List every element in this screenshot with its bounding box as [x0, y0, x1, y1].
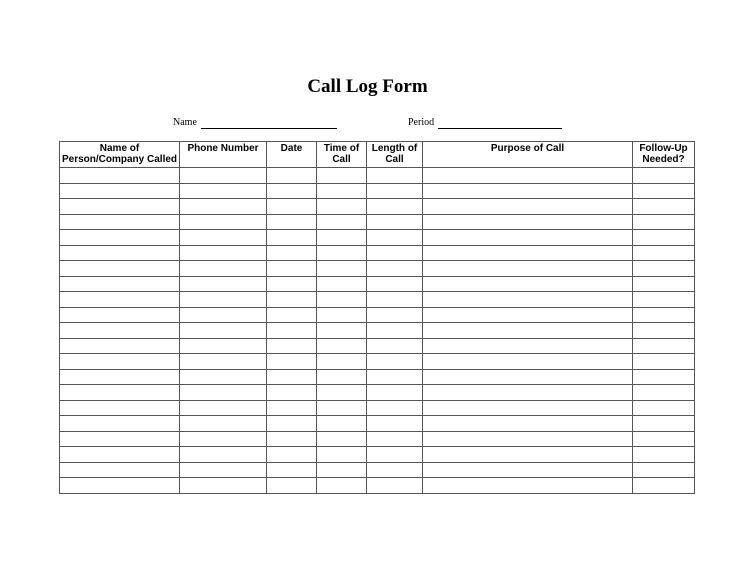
name-cell[interactable]	[60, 338, 180, 354]
name-cell[interactable]	[60, 447, 180, 463]
time-cell[interactable]	[317, 230, 367, 246]
phone-cell[interactable]	[180, 245, 267, 261]
purpose-cell[interactable]	[423, 199, 633, 215]
column-header-length: Length of Call	[367, 142, 423, 168]
length-cell[interactable]	[367, 369, 423, 385]
time-cell[interactable]	[317, 385, 367, 401]
phone-cell[interactable]	[180, 168, 267, 184]
phone-cell[interactable]	[180, 431, 267, 447]
name-cell[interactable]	[60, 230, 180, 246]
date-cell[interactable]	[267, 292, 317, 308]
follow-up-cell[interactable]	[633, 369, 695, 385]
date-cell[interactable]	[267, 462, 317, 478]
date-cell[interactable]	[267, 323, 317, 339]
name-cell[interactable]	[60, 369, 180, 385]
table-row	[60, 245, 695, 261]
call-log-table	[59, 141, 695, 494]
phone-cell[interactable]	[180, 478, 267, 494]
follow-up-cell[interactable]	[633, 261, 695, 277]
follow-up-cell[interactable]	[633, 431, 695, 447]
purpose-cell[interactable]	[423, 447, 633, 463]
column-header-time: Time of Call	[317, 142, 367, 168]
purpose-cell[interactable]	[423, 400, 633, 416]
table-row	[60, 431, 695, 447]
date-cell[interactable]	[267, 478, 317, 494]
period-label: Period	[408, 117, 435, 128]
time-cell[interactable]	[317, 400, 367, 416]
phone-cell[interactable]	[180, 447, 267, 463]
length-cell[interactable]	[367, 230, 423, 246]
time-cell[interactable]	[317, 214, 367, 230]
length-cell[interactable]	[367, 276, 423, 292]
length-cell[interactable]	[367, 447, 423, 463]
follow-up-cell[interactable]	[633, 416, 695, 432]
name-blank-line[interactable]	[201, 118, 337, 129]
length-cell[interactable]	[367, 338, 423, 354]
name-cell[interactable]	[60, 478, 180, 494]
date-cell[interactable]	[267, 431, 317, 447]
follow-up-cell[interactable]	[633, 323, 695, 339]
date-cell[interactable]	[267, 168, 317, 184]
phone-cell[interactable]	[180, 292, 267, 308]
table-row	[60, 168, 695, 184]
follow-up-cell[interactable]	[633, 292, 695, 308]
time-cell[interactable]	[317, 199, 367, 215]
phone-cell[interactable]	[180, 199, 267, 215]
length-cell[interactable]	[367, 354, 423, 370]
table-row	[60, 307, 695, 323]
table-row	[60, 230, 695, 246]
table-row	[60, 354, 695, 370]
phone-cell[interactable]	[180, 354, 267, 370]
time-cell[interactable]	[317, 276, 367, 292]
length-cell[interactable]	[367, 183, 423, 199]
name-cell[interactable]	[60, 183, 180, 199]
purpose-cell[interactable]	[423, 276, 633, 292]
name-field	[173, 117, 337, 129]
purpose-cell[interactable]	[423, 323, 633, 339]
phone-cell[interactable]	[180, 183, 267, 199]
table-row	[60, 478, 695, 494]
length-cell[interactable]	[367, 199, 423, 215]
time-cell[interactable]	[317, 323, 367, 339]
table-row	[60, 369, 695, 385]
time-cell[interactable]	[317, 354, 367, 370]
column-header-follow-up: Follow-Up Needed?	[633, 142, 695, 168]
time-cell[interactable]	[317, 292, 367, 308]
purpose-cell[interactable]	[423, 168, 633, 184]
length-cell[interactable]	[367, 168, 423, 184]
date-cell[interactable]	[267, 400, 317, 416]
date-cell[interactable]	[267, 276, 317, 292]
length-cell[interactable]	[367, 307, 423, 323]
column-header-date: Date	[267, 142, 317, 168]
date-cell[interactable]	[267, 199, 317, 215]
purpose-cell[interactable]	[423, 354, 633, 370]
date-cell[interactable]	[267, 338, 317, 354]
time-cell[interactable]	[317, 245, 367, 261]
date-cell[interactable]	[267, 307, 317, 323]
table-body	[60, 168, 695, 494]
follow-up-cell[interactable]	[633, 183, 695, 199]
purpose-cell[interactable]	[423, 214, 633, 230]
phone-cell[interactable]	[180, 400, 267, 416]
column-header-phone: Phone Number	[180, 142, 267, 168]
date-cell[interactable]	[267, 369, 317, 385]
purpose-cell[interactable]	[423, 338, 633, 354]
table-row	[60, 385, 695, 401]
phone-cell[interactable]	[180, 307, 267, 323]
follow-up-cell[interactable]	[633, 462, 695, 478]
name-cell[interactable]	[60, 261, 180, 277]
name-cell[interactable]	[60, 431, 180, 447]
date-cell[interactable]	[267, 230, 317, 246]
name-cell[interactable]	[60, 307, 180, 323]
purpose-cell[interactable]	[423, 462, 633, 478]
follow-up-cell[interactable]	[633, 245, 695, 261]
name-cell[interactable]	[60, 323, 180, 339]
follow-up-cell[interactable]	[633, 447, 695, 463]
length-cell[interactable]	[367, 416, 423, 432]
purpose-cell[interactable]	[423, 245, 633, 261]
date-cell[interactable]	[267, 183, 317, 199]
name-cell[interactable]	[60, 276, 180, 292]
follow-up-cell[interactable]	[633, 199, 695, 215]
time-cell[interactable]	[317, 431, 367, 447]
follow-up-cell[interactable]	[633, 338, 695, 354]
length-cell[interactable]	[367, 462, 423, 478]
follow-up-cell[interactable]	[633, 276, 695, 292]
phone-cell[interactable]	[180, 462, 267, 478]
table-row	[60, 292, 695, 308]
length-cell[interactable]	[367, 261, 423, 277]
table-row	[60, 214, 695, 230]
date-cell[interactable]	[267, 416, 317, 432]
date-cell[interactable]	[267, 447, 317, 463]
form-title: Call Log Form	[307, 76, 428, 97]
purpose-cell[interactable]	[423, 261, 633, 277]
follow-up-cell[interactable]	[633, 230, 695, 246]
follow-up-cell[interactable]	[633, 478, 695, 494]
follow-up-cell[interactable]	[633, 214, 695, 230]
name-cell[interactable]	[60, 416, 180, 432]
name-cell[interactable]	[60, 214, 180, 230]
period-blank-line[interactable]	[438, 118, 562, 129]
name-label: Name	[173, 117, 197, 128]
time-cell[interactable]	[317, 478, 367, 494]
length-cell[interactable]	[367, 385, 423, 401]
table-row	[60, 276, 695, 292]
name-cell[interactable]	[60, 292, 180, 308]
length-cell[interactable]	[367, 431, 423, 447]
table-row	[60, 199, 695, 215]
phone-cell[interactable]	[180, 416, 267, 432]
length-cell[interactable]	[367, 400, 423, 416]
follow-up-cell[interactable]	[633, 385, 695, 401]
purpose-cell[interactable]	[423, 292, 633, 308]
name-cell[interactable]	[60, 245, 180, 261]
phone-cell[interactable]	[180, 276, 267, 292]
purpose-cell[interactable]	[423, 307, 633, 323]
header-row	[60, 142, 695, 168]
phone-cell[interactable]	[180, 214, 267, 230]
table-row	[60, 462, 695, 478]
table-row	[60, 400, 695, 416]
follow-up-cell[interactable]	[633, 307, 695, 323]
phone-cell[interactable]	[180, 385, 267, 401]
purpose-cell[interactable]	[423, 431, 633, 447]
length-cell[interactable]	[367, 214, 423, 230]
column-header-purpose: Purpose of Call	[423, 142, 633, 168]
purpose-cell[interactable]	[423, 183, 633, 199]
phone-cell[interactable]	[180, 369, 267, 385]
date-cell[interactable]	[267, 214, 317, 230]
column-header-name: Name of Person/Company Called	[60, 142, 180, 168]
purpose-cell[interactable]	[423, 369, 633, 385]
table-row	[60, 338, 695, 354]
name-cell[interactable]	[60, 354, 180, 370]
name-cell[interactable]	[60, 400, 180, 416]
time-cell[interactable]	[317, 168, 367, 184]
length-cell[interactable]	[367, 478, 423, 494]
time-cell[interactable]	[317, 307, 367, 323]
table-row	[60, 416, 695, 432]
phone-cell[interactable]	[180, 261, 267, 277]
table-row	[60, 323, 695, 339]
time-cell[interactable]	[317, 416, 367, 432]
purpose-cell[interactable]	[423, 385, 633, 401]
length-cell[interactable]	[367, 292, 423, 308]
period-field	[408, 117, 562, 129]
follow-up-cell[interactable]	[633, 354, 695, 370]
length-cell[interactable]	[367, 323, 423, 339]
name-cell[interactable]	[60, 199, 180, 215]
table-row	[60, 261, 695, 277]
name-cell[interactable]	[60, 385, 180, 401]
length-cell[interactable]	[367, 245, 423, 261]
date-cell[interactable]	[267, 385, 317, 401]
time-cell[interactable]	[317, 447, 367, 463]
time-cell[interactable]	[317, 183, 367, 199]
date-cell[interactable]	[267, 354, 317, 370]
purpose-cell[interactable]	[423, 416, 633, 432]
time-cell[interactable]	[317, 462, 367, 478]
time-cell[interactable]	[317, 261, 367, 277]
name-cell[interactable]	[60, 462, 180, 478]
date-cell[interactable]	[267, 245, 317, 261]
follow-up-cell[interactable]	[633, 400, 695, 416]
table-row	[60, 183, 695, 199]
phone-cell[interactable]	[180, 230, 267, 246]
phone-cell[interactable]	[180, 338, 267, 354]
date-cell[interactable]	[267, 261, 317, 277]
purpose-cell[interactable]	[423, 478, 633, 494]
time-cell[interactable]	[317, 369, 367, 385]
phone-cell[interactable]	[180, 323, 267, 339]
follow-up-cell[interactable]	[633, 168, 695, 184]
purpose-cell[interactable]	[423, 230, 633, 246]
time-cell[interactable]	[317, 338, 367, 354]
table-row	[60, 447, 695, 463]
name-cell[interactable]	[60, 168, 180, 184]
